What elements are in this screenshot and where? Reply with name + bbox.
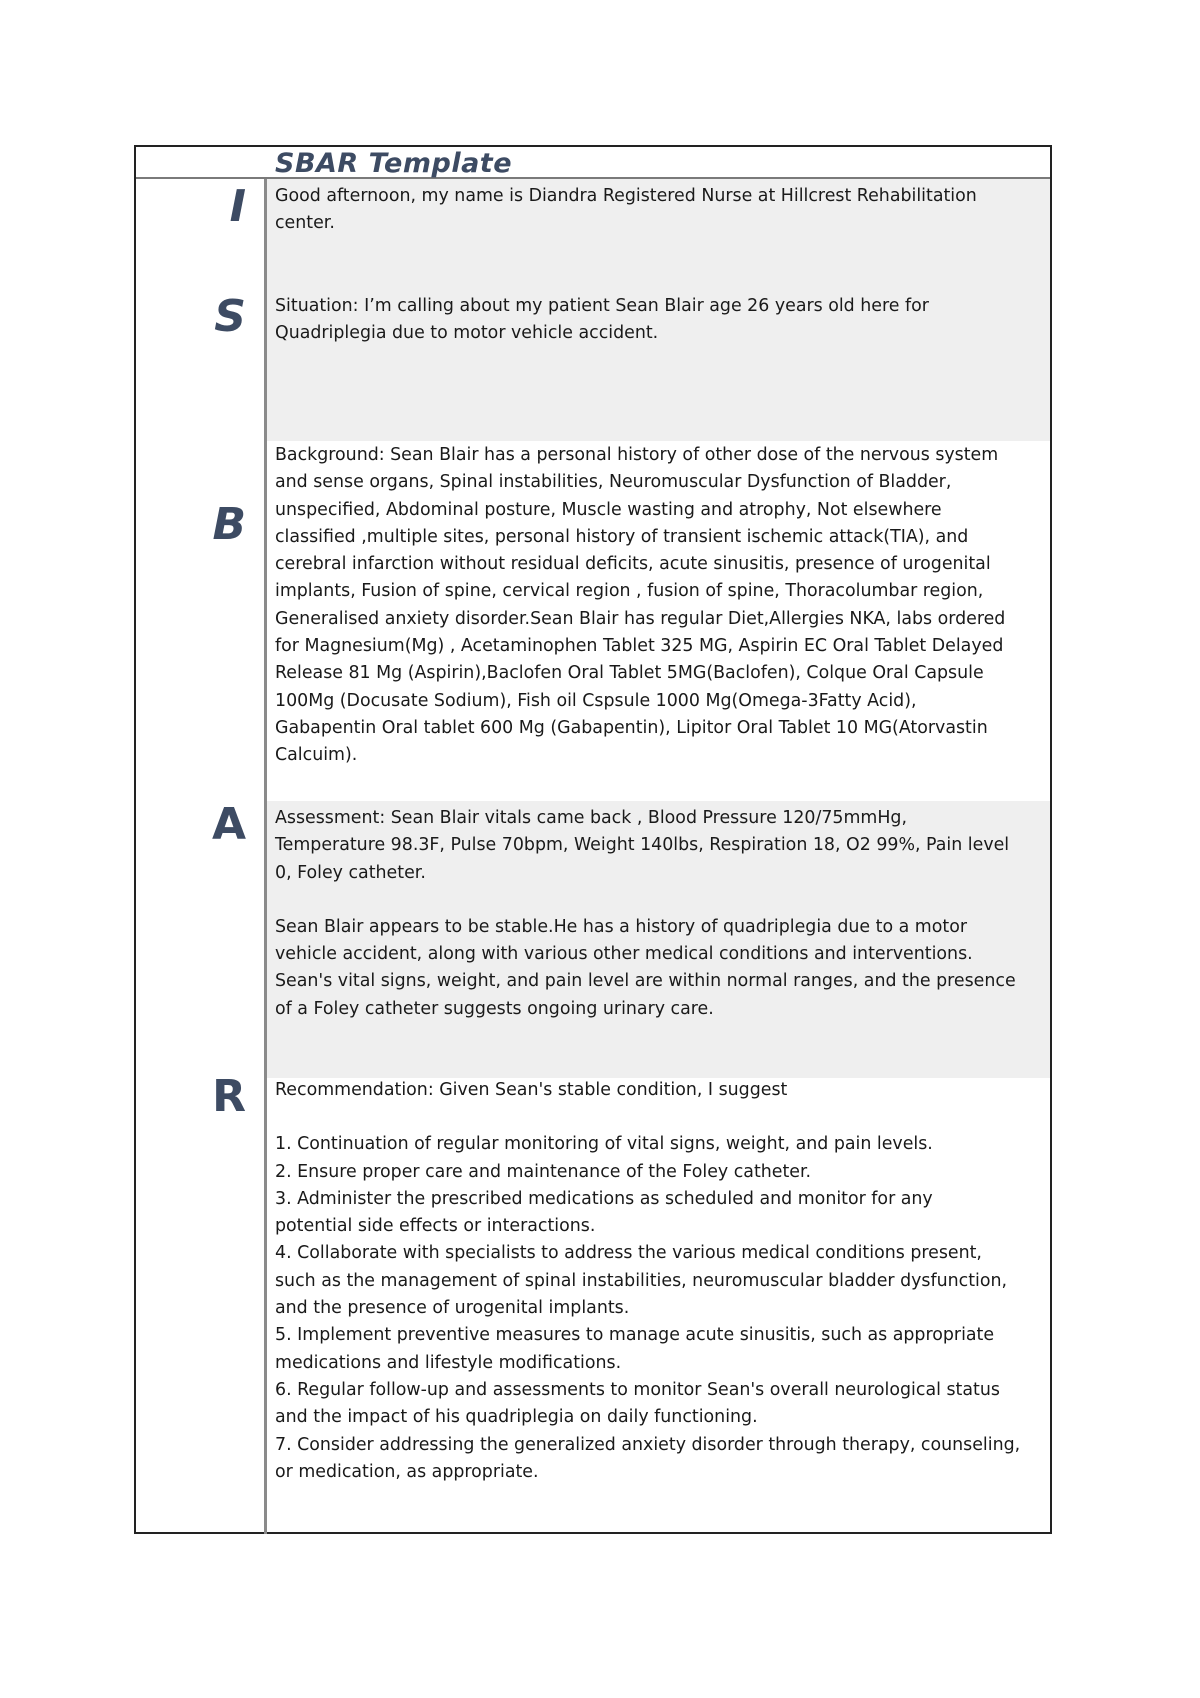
assessment-cell: [275, 805, 1045, 1023]
introduction-text: Good afternoon, my name is Diandra Registered Nurse at Hillcrest Rehabilitation center.: [275, 186, 977, 234]
recommendation-cell: [275, 1077, 1045, 1486]
recommendation-item: 5. Implement preventive measures to manage acute sinusitis, such as appropriate medications and lifestyle modifications.: [275, 1325, 995, 1373]
document-title: SBAR Template: [275, 148, 513, 179]
sbar-table: [134, 145, 1052, 1534]
recommendation-intro: Recommendation: Given Sean's stable condition, I suggest: [275, 1080, 788, 1100]
title-row: [136, 147, 1050, 179]
assessment-summary-text: Sean Blair appears to be stable.He has a history of quadriplegia due to a motor vehicle accident, along with various other medical conditions and interventions. Sean's vital signs, weight, and pain level are within normal ranges, and the presence of a Foley catheter suggests ongoing urinary care.: [275, 916, 1016, 1019]
situation-cell: [275, 293, 1045, 348]
recommendation-item: 3. Administer the prescribed medications as scheduled and monitor for any potential side effects or interactions.: [275, 1188, 933, 1237]
background-cell: [275, 442, 1045, 770]
recommendation-item: 6. Regular follow-up and assessments to monitor Sean's overall neurological status and the impact of his quadriplegia on daily functioning.: [275, 1379, 1000, 1428]
background-text: Background: Sean Blair has a personal history of other dose of the nervous system and sense organs, Spinal instabilities, Neuromuscular Dysfunction of Bladder, unspecified, Abdominal posture, Muscle wasting and atrophy, Not elsewhere classified ,multiple sites, personal history of transient ischemic attack(TIA), and cerebral infarction without residual deficits, acute sinusitis, presence of urogenital implants, Fusion of spine, cervical region , fusion of spine, Thoracolumbar region, Generalised anxiety disorder.Sean Blair has regular Diet,Allergies NKA, labs ordered for Magnesium(Mg) , Acetaminophen Tablet 325 MG, Aspirin EC Oral Tablet Delayed Release 81 Mg (Aspirin),Baclofen Oral Tablet 5MG(Baclofen), Colque Oral Capsule 100Mg (Docusate Sodium), Fish oil Cspsule 1000 Mg(Omega-3Fatty Acid), Gabapentin Oral tablet 600 Mg (Gabapentin), Lipitor Oral Tablet 10 MG(Atorvastin Calcuim).: [275, 445, 1006, 766]
situation-text: Situation: I’m calling about my patient Sean Blair age 26 years old here for Quadriplegia due to motor vehicle accident.: [275, 296, 929, 344]
letter-s: S: [214, 291, 246, 342]
letter-i: I: [229, 181, 246, 232]
letter-a: A: [211, 799, 246, 850]
recommendation-item: 7. Consider addressing the generalized anxiety disorder through therapy, counseling, or medication, as appropriate.: [275, 1434, 1021, 1482]
recommendation-item: 4. Collaborate with specialists to address the various medical conditions present, such as the management of spinal instabilities, neuromuscular bladder dysfunction, and the presence of urogenital implants.: [275, 1243, 1008, 1319]
recommendation-item: 2. Ensure proper care and maintenance of the Foley catheter.: [275, 1161, 812, 1182]
letter-b: B: [212, 499, 246, 550]
recommendation-item: 1. Continuation of regular monitoring of vital signs, weight, and pain levels.: [275, 1134, 933, 1155]
assessment-vitals-text: Assessment: Sean Blair vitals came back , Blood Pressure 120/75mmHg, Temperature 98.3F, Pulse 70bpm, Weight 140lbs, Respiration 18, O2 99%, Pain level 0, Foley catheter.: [275, 808, 1010, 883]
letter-r: R: [212, 1071, 246, 1122]
introduction-cell: [275, 183, 1045, 238]
